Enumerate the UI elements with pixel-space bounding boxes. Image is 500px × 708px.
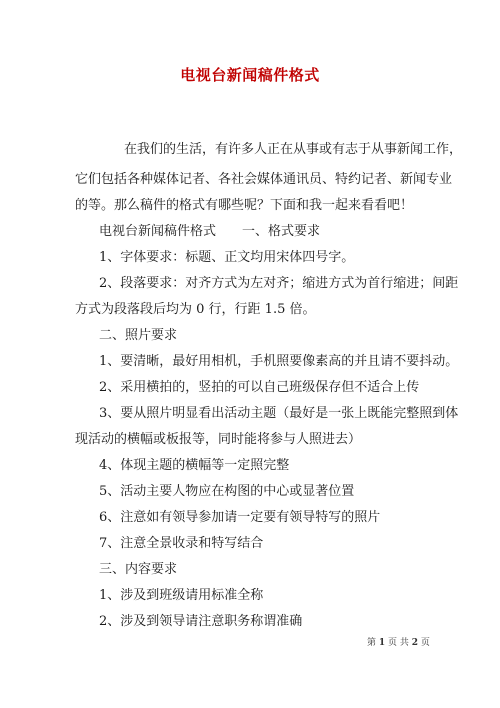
paragraph-line: 在我们的生活，有许多人正在从事或有志于从事新闻工作， xyxy=(124,142,463,157)
page-footer xyxy=(367,635,430,648)
footer-prefix: 第 xyxy=(367,638,377,648)
paragraph-line: 2、采用横拍的，竖拍的可以自己班级保存但不适合上传 xyxy=(99,380,420,395)
current-page-number: 1 xyxy=(378,638,386,648)
paragraph-line: 1、要清晰，最好用相机，手机照要像素高的并且请不要抖动。 xyxy=(99,354,459,369)
paragraph-line: 方式为段落段后均为 0 行，行距 1.5 倍。 xyxy=(75,302,316,317)
paragraph-line: 它们包括各种媒体记者、各社会媒体通讯员、特约记者、新闻专业 xyxy=(75,172,453,187)
paragraph-line: 3、要从照片明显看出活动主题（最好是一张上既能完整照到体 xyxy=(99,406,459,421)
paragraph-line: 7、注意全景收录和特写结合 xyxy=(99,536,264,551)
paragraph-line: 电视台新闻稿件格式 一、格式要求 xyxy=(99,224,321,239)
paragraph-line: 6、注意如有领导参加请一定要有领导特写的照片 xyxy=(99,510,381,525)
paragraph-line: 现活动的横幅或板报等，同时能将参与人照进去） xyxy=(75,432,362,447)
paragraph-line: 1、涉及到班级请用标准全称 xyxy=(99,588,264,603)
document-title: 电视台新闻稿件格式 xyxy=(180,66,320,84)
footer-suffix: 页 xyxy=(420,638,430,648)
paragraph-line: 5、活动主要人物应在构图的中心或显著位置 xyxy=(99,484,355,499)
paragraph-line: 1、字体要求：标题、正文均用宋体四号字。 xyxy=(99,250,355,265)
paragraph-line: 2、涉及到领导请注意职务称谓准确 xyxy=(99,614,303,629)
total-page-count: 2 xyxy=(411,638,419,648)
section-heading: 二、照片要求 xyxy=(99,328,178,343)
paragraph-line: 4、体现主题的横幅等一定照完整 xyxy=(99,458,290,473)
section-heading: 三、内容要求 xyxy=(99,562,178,577)
footer-middle: 页 共 xyxy=(388,638,409,648)
paragraph-line: 2、段落要求：对齐方式为左对齐；缩进方式为首行缩进；间距 xyxy=(99,276,459,291)
paragraph-line: 的等。那么稿件的格式有哪些呢？下面和我一起来看看吧！ xyxy=(75,198,414,213)
